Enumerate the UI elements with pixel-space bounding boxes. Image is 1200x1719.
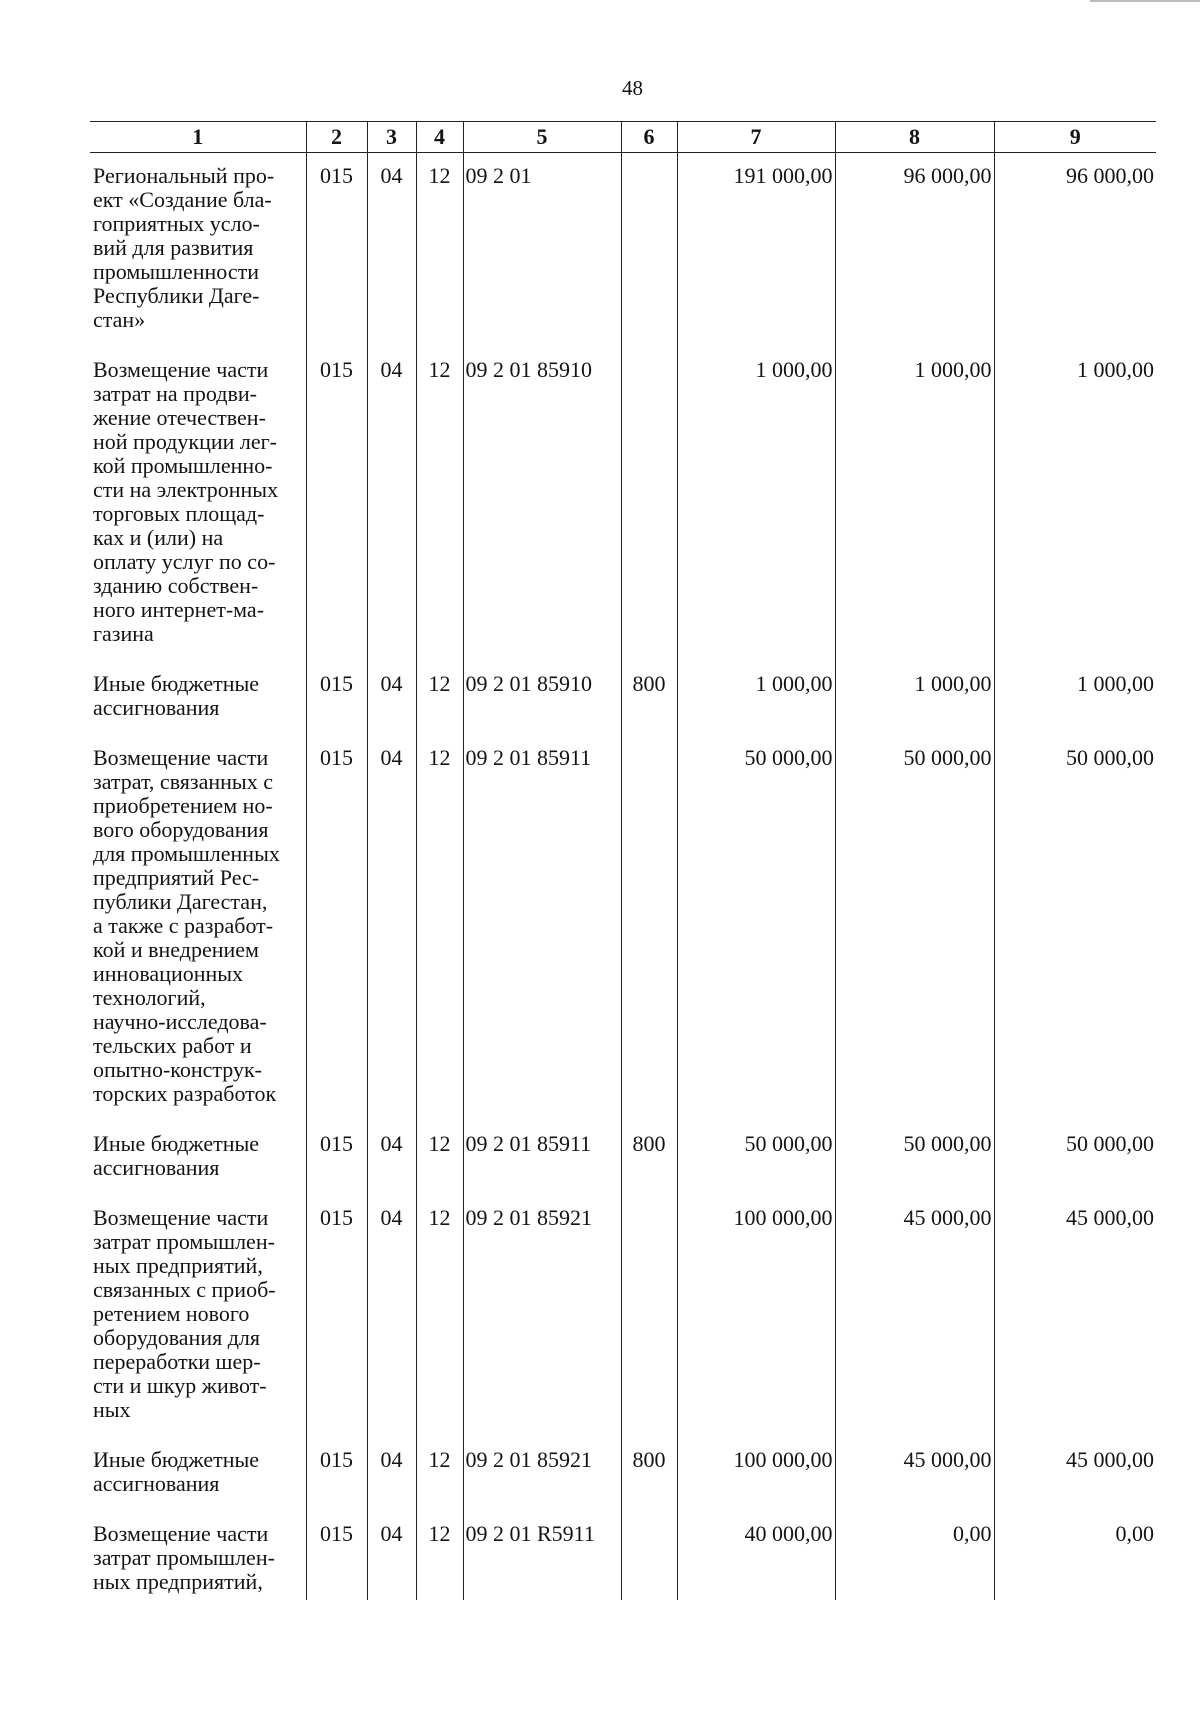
cell-section: 04 [367,1437,416,1511]
description-line: Возмещение части [93,357,269,382]
cell-expense-type [621,153,677,348]
description-line: затрат промышлен- [93,1545,275,1570]
description-line: ках и (или) на [93,525,224,550]
description-line: опытно-конструк- [93,1057,262,1082]
cell-amount-year-1: 1 000,00 [677,661,835,735]
cell-description [90,1121,306,1195]
description-line: торских разработок [93,1081,277,1106]
cell-expense-type [621,1195,677,1437]
cell-expense-type: 800 [621,1437,677,1511]
column-header: 4 [416,122,463,153]
description-line: кой промышленно- [93,453,273,478]
cell-amount-year-1: 100 000,00 [677,1437,835,1511]
description-line: а также с разработ- [93,913,274,938]
cell-target-article: 09 2 01 85910 [463,661,621,735]
cell-amount-year-2: 1 000,00 [835,347,994,661]
description-line: Республики Даге- [93,283,260,308]
cell-description [90,153,306,348]
description-line: промышленности [93,259,259,284]
cell-section: 04 [367,1195,416,1437]
description-line: ассигнования [93,1155,220,1180]
table-row [90,1511,1156,1600]
cell-subsection: 12 [416,153,463,348]
description-line: газина [93,621,154,646]
description-line: Иные бюджетные [93,1447,260,1472]
cell-amount-year-3: 50 000,00 [994,735,1156,1121]
cell-amount-year-3: 0,00 [994,1511,1156,1600]
cell-amount-year-2: 50 000,00 [835,735,994,1121]
column-header: 9 [994,122,1156,153]
cell-subsection: 12 [416,1195,463,1437]
cell-ministry-code: 015 [306,661,367,735]
description-line: ретением нового [93,1301,250,1326]
table-row [90,735,1156,1121]
column-header: 2 [306,122,367,153]
cell-section: 04 [367,153,416,348]
cell-ministry-code: 015 [306,153,367,348]
description-line: для промышленных [93,841,280,866]
table-body [90,153,1156,1601]
cell-target-article: 09 2 01 R5911 [463,1511,621,1600]
cell-subsection: 12 [416,1121,463,1195]
cell-expense-type: 800 [621,661,677,735]
cell-description [90,735,306,1121]
cell-amount-year-2: 50 000,00 [835,1121,994,1195]
column-header: 7 [677,122,835,153]
cell-amount-year-1: 50 000,00 [677,735,835,1121]
description-line: затрат, связанных с [93,769,273,794]
cell-amount-year-3: 50 000,00 [994,1121,1156,1195]
cell-target-article: 09 2 01 85921 [463,1195,621,1437]
cell-amount-year-3: 45 000,00 [994,1437,1156,1511]
cell-amount-year-2: 96 000,00 [835,153,994,348]
description-line: переработки шер- [93,1349,261,1374]
description-line: торговых площад- [93,501,265,526]
description-line: ассигнования [93,1471,220,1496]
cell-subsection: 12 [416,661,463,735]
cell-target-article: 09 2 01 85910 [463,347,621,661]
description-line: вий для развития [93,235,254,260]
description-line: оплату услуг по со- [93,549,276,574]
description-line: сти и шкур живот- [93,1373,267,1398]
cell-subsection: 12 [416,735,463,1121]
cell-amount-year-2: 1 000,00 [835,661,994,735]
description-line: Иные бюджетные [93,1131,260,1156]
cell-target-article: 09 2 01 [463,153,621,348]
cell-amount-year-3: 1 000,00 [994,661,1156,735]
description-line: затрат промышлен- [93,1229,275,1254]
description-line: оборудования для [93,1325,261,1350]
cell-expense-type [621,735,677,1121]
cell-section: 04 [367,347,416,661]
description-line: стан» [93,307,146,332]
cell-amount-year-1: 40 000,00 [677,1511,835,1600]
cell-section: 04 [367,661,416,735]
description-line: связанных с приоб- [93,1277,276,1302]
cell-description [90,1195,306,1437]
cell-target-article: 09 2 01 85911 [463,735,621,1121]
table-row [90,1437,1156,1511]
scan-edge-mark [1090,0,1200,2]
cell-description [90,1437,306,1511]
description-line: ных [93,1397,131,1422]
description-line: приобретением но- [93,793,273,818]
cell-description [90,661,306,735]
table-row [90,661,1156,735]
cell-amount-year-3: 1 000,00 [994,347,1156,661]
cell-amount-year-1: 1 000,00 [677,347,835,661]
cell-description [90,347,306,661]
description-line: затрат на продви- [93,381,257,406]
cell-amount-year-2: 0,00 [835,1511,994,1600]
cell-subsection: 12 [416,1437,463,1511]
cell-expense-type: 800 [621,1121,677,1195]
description-line: научно-исследова- [93,1009,267,1034]
table-row [90,153,1156,348]
cell-ministry-code: 015 [306,1195,367,1437]
column-header: 8 [835,122,994,153]
description-line: жение отечествен- [93,405,266,430]
page-number: 48 [622,76,643,100]
description-line: Региональный про- [93,163,275,188]
cell-section: 04 [367,735,416,1121]
description-line: тельских работ и [93,1033,252,1058]
description-line: ект «Создание бла- [93,187,272,212]
description-line: инновационных [93,961,244,986]
description-line: Возмещение части [93,1205,269,1230]
description-line: гоприятных усло- [93,211,260,236]
description-line: технологий, [93,985,206,1010]
cell-amount-year-1: 50 000,00 [677,1121,835,1195]
description-line: ного интернет-ма- [93,597,265,622]
cell-expense-type [621,347,677,661]
cell-section: 04 [367,1511,416,1600]
column-header: 3 [367,122,416,153]
cell-target-article: 09 2 01 85921 [463,1437,621,1511]
cell-section: 04 [367,1121,416,1195]
cell-amount-year-3: 96 000,00 [994,153,1156,348]
table-row [90,347,1156,661]
cell-amount-year-1: 100 000,00 [677,1195,835,1437]
description-line: вого оборудования [93,817,269,842]
description-line: Возмещение части [93,1521,269,1546]
cell-amount-year-1: 191 000,00 [677,153,835,348]
table-header-row [90,122,1156,153]
table-row [90,1195,1156,1437]
cell-ministry-code: 015 [306,1437,367,1511]
description-line: кой и внедрением [93,937,259,962]
description-line: ассигнования [93,695,220,720]
column-header: 6 [621,122,677,153]
description-line: ных предприятий, [93,1569,263,1594]
cell-subsection: 12 [416,347,463,661]
description-line: сти на электронных [93,477,279,502]
cell-ministry-code: 015 [306,1511,367,1600]
description-line: Иные бюджетные [93,671,260,696]
cell-amount-year-2: 45 000,00 [835,1195,994,1437]
cell-subsection: 12 [416,1511,463,1600]
cell-amount-year-2: 45 000,00 [835,1437,994,1511]
cell-amount-year-3: 45 000,00 [994,1195,1156,1437]
cell-target-article: 09 2 01 85911 [463,1121,621,1195]
description-line: зданию собствен- [93,573,259,598]
description-line: Возмещение части [93,745,269,770]
description-line: ных предприятий, [93,1253,263,1278]
description-line: ной продукции лег- [93,429,277,454]
budget-table [90,121,1156,1600]
column-header: 1 [90,122,306,153]
cell-expense-type [621,1511,677,1600]
cell-ministry-code: 015 [306,1121,367,1195]
description-line: публики Дагестан, [93,889,268,914]
table-row [90,1121,1156,1195]
description-line: предприятий Рес- [93,865,260,890]
column-header: 5 [463,122,621,153]
cell-ministry-code: 015 [306,735,367,1121]
cell-ministry-code: 015 [306,347,367,661]
cell-description [90,1511,306,1600]
